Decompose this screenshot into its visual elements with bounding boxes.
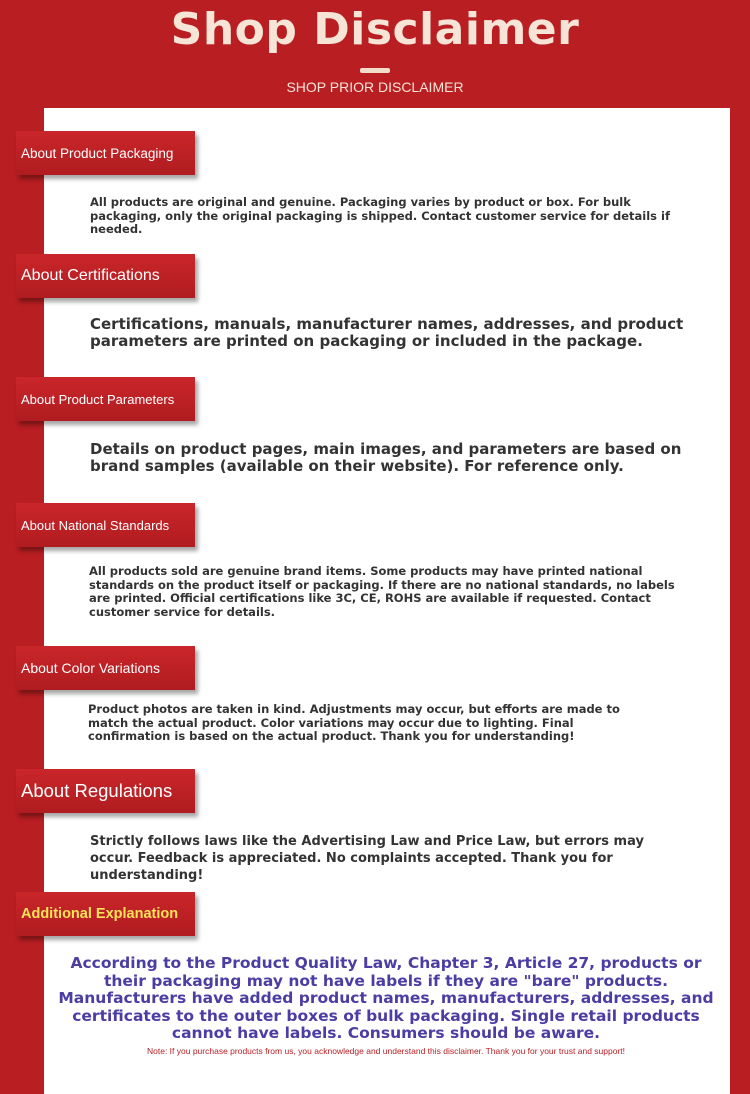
section-label-regulations: About Regulations xyxy=(16,769,195,813)
section-label-certifications: About Certifications xyxy=(16,254,195,298)
section-text-parameters: Details on product pages, main images, and parameters are based on brand samples (available on their website). For reference only. xyxy=(90,440,682,475)
section-label-national-standards: About National Standards xyxy=(16,503,195,547)
page-title: Shop Disclaimer xyxy=(170,4,580,55)
page-subtitle: SHOP PRIOR DISCLAIMER xyxy=(286,79,464,95)
section-text-national-standards: All products sold are genuine brand items. Some products may have printed national standards on the product itself or packaging. If there are no national standards, no labels are printed. Official certifications like 3C, CE, ROHS are available if requested. Contact customer service for details. xyxy=(89,564,675,619)
disclaimer-note: Note: If you purchase products from us, you acknowledge and understand this disclaimer. Thank you for your trust and support! xyxy=(147,1046,625,1056)
section-label-packaging: About Product Packaging xyxy=(16,131,195,175)
section-label-color-variations: About Color Variations xyxy=(16,646,195,690)
page-header xyxy=(0,0,750,108)
section-label-additional-explanation: Additional Explanation xyxy=(16,892,195,936)
section-label-parameters: About Product Parameters xyxy=(16,377,195,421)
section-text-certifications: Certifications, manuals, manufacturer names, addresses, and product parameters are printed on packaging or included in the package. xyxy=(90,315,684,350)
section-text-additional-explanation: According to the Product Quality Law, Chapter 3, Article 27, products or their packaging may not have labels if they are "bare" products. Manufacturers have added product names, manufacturers, addresses, and certificates to the outer boxes of bulk packaging. Single retail products cannot have labels. Consumers should be aware. xyxy=(58,954,714,1042)
title-underline xyxy=(360,68,390,73)
section-text-packaging: All products are original and genuine. Packaging varies by product or box. For bulk packaging, only the original packaging is shipped. Contact customer service for details if needed. xyxy=(90,195,670,236)
section-text-color-variations: Product photos are taken in kind. Adjustments may occur, but efforts are made to match the actual product. Color variations may occur due to lighting. Final confirmation is based on the actual product. Thank you for understanding! xyxy=(88,702,620,743)
section-text-regulations: Strictly follows laws like the Advertising Law and Price Law, but errors may occur. Feedback is appreciated. No complaints accepted. Thank you for understanding! xyxy=(90,834,644,883)
